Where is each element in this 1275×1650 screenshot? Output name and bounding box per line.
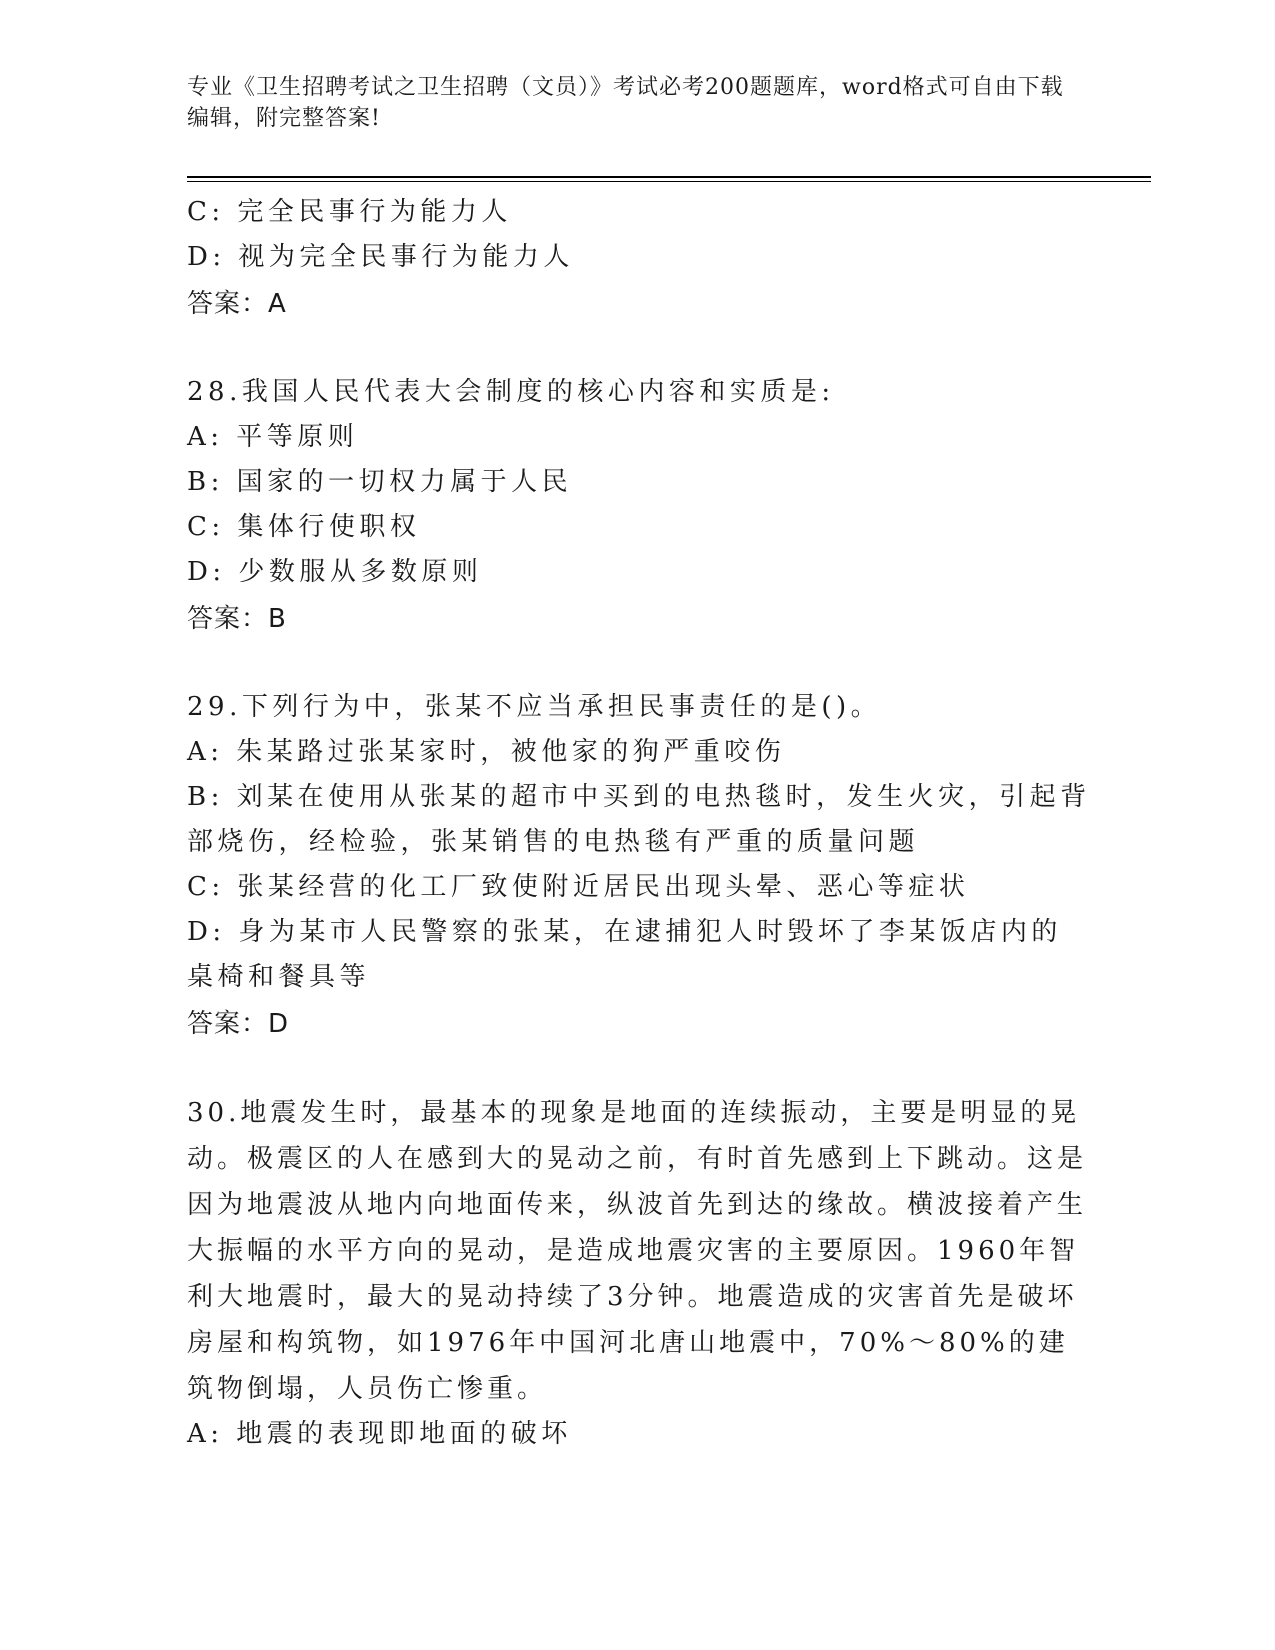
option-a: A: 平等原则 (187, 422, 359, 452)
option-c: C: 完全民事行为能力人 (187, 197, 512, 227)
question-27 (187, 190, 1092, 328)
option-a: A: 地震的表现即地面的破坏 (187, 1419, 572, 1449)
option-d: D: 身为某市人民警察的张某，在逮捕犯人时毁坏了李某饭店内的桌椅和餐具等 (187, 917, 1062, 992)
spacer (187, 643, 1092, 685)
spacer (187, 1048, 1092, 1090)
question-28 (187, 370, 1092, 643)
answer-label: 答案：D (187, 1009, 290, 1039)
question-29 (187, 685, 1092, 1048)
answer-label: 答案：B (187, 604, 287, 634)
header-title: 专业《卫生招聘考试之卫生招聘（文员）》考试必考200题题库，word格式可自由下载编辑，附完整答案! (187, 75, 1064, 131)
question-list (187, 190, 1092, 1457)
question-stem: 29.下列行为中，张某不应当承担民事责任的是()。 (187, 692, 882, 722)
option-c: C: 张某经营的化工厂致使附近居民出现头晕、恶心等症状 (187, 872, 970, 902)
option-c: C: 集体行使职权 (187, 512, 421, 542)
option-b: B: 刘某在使用从张某的超市中买到的电热毯时，发生火灾，引起背部烧伤，经检验，张某销售的电热毯有严重的质量问题 (187, 782, 1091, 857)
spacer (187, 328, 1092, 370)
question-stem: 30.地震发生时，最基本的现象是地面的连续振动，主要是明显的晃动。极震区的人在感到大的晃动之前，有时首先感到上下跳动。这是因为地震波从地内向地面传来，纵波首先到达的缘故。横波接着产生大振幅的水平方向的晃动，是造成地震灾害的主要原因。1960年智利大地震时，最大的晃动持续了3分钟。地震造成的灾害首先是破坏房屋和构筑物，如1976年中国河北唐山地震中，70%～80%的建筑物倒塌，人员伤亡惨重。 (187, 1098, 1088, 1404)
option-d: D: 视为完全民事行为能力人 (187, 242, 574, 272)
question-30 (187, 1090, 1092, 1457)
document-header (187, 72, 1067, 134)
answer-label: 答案：A (187, 289, 287, 319)
option-b: B: 国家的一切权力属于人民 (187, 467, 573, 497)
question-stem: 28.我国人民代表大会制度的核心内容和实质是: (187, 377, 835, 407)
option-d: D: 少数服从多数原则 (187, 557, 483, 587)
header-divider-thin (187, 181, 1151, 182)
option-a: A: 朱某路过张某家时，被他家的狗严重咬伤 (187, 737, 786, 767)
header-divider (187, 176, 1151, 178)
